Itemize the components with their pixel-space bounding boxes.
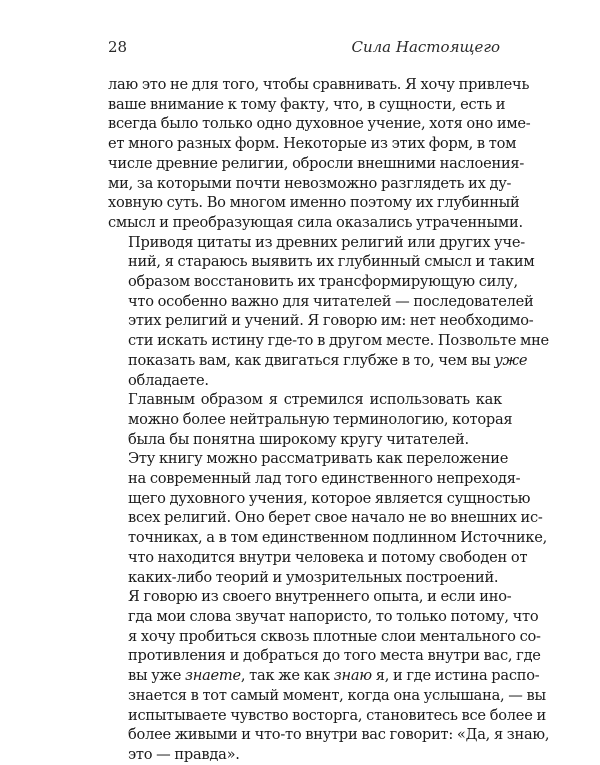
paragraph bbox=[108, 75, 531, 233]
text-line: обладаете. bbox=[128, 371, 209, 389]
text-line: образом восстановить их трансформирующую силу, bbox=[128, 273, 518, 291]
text-line: каких-либо теорий и умозрительных построений. bbox=[128, 568, 499, 586]
text-line: что находится внутри человека и потому свободен от bbox=[128, 548, 528, 566]
text-line: была бы понятна широкому кругу читателей. bbox=[128, 430, 469, 448]
emphasis-word: знаете bbox=[185, 667, 241, 685]
text-line-with-emphasis bbox=[108, 666, 540, 686]
text-line: смысл и преобразующая сила оказались утраченными. bbox=[108, 213, 523, 231]
text-segment: , так же как bbox=[240, 667, 334, 685]
text-line: лаю это не для того, чтобы сравнивать. Я хочу привлечь bbox=[108, 76, 530, 93]
page-number: 28 bbox=[108, 38, 128, 56]
page-header bbox=[108, 38, 500, 56]
text-line: всегда было только одно духовное учение, хотя оно име- bbox=[108, 115, 531, 133]
text-line: гда мои слова звучат напористо, то только потому, что bbox=[128, 607, 539, 625]
text-line: знается в тот самый момент, когда она услышана, — вы bbox=[128, 686, 546, 704]
text-line: противления и добраться до того места внутри вас, где bbox=[128, 647, 541, 665]
text-line: ми, за которыми почти невозможно разглядеть их ду- bbox=[108, 174, 512, 192]
text-line: сти искать истину где-то в другом месте. Позвольте мне bbox=[128, 332, 549, 350]
text-line: Я говорю из своего внутреннего опыта, и если ино- bbox=[128, 588, 512, 606]
paragraph bbox=[108, 233, 549, 391]
text-line: на современный лад того единственного непреходя- bbox=[128, 470, 521, 488]
text-line: испытываете чувство восторга, становитесь все более и bbox=[128, 706, 546, 724]
text-segment: показать вам, как двигаться глубже в то, чем вы bbox=[128, 351, 495, 369]
emphasis-word: знаю bbox=[333, 667, 372, 685]
text-line: Приводя цитаты из древних религий или других уче- bbox=[128, 233, 525, 251]
text-line: более живыми и что-то внутри вас говорит: «Да, я знаю, bbox=[128, 726, 550, 744]
paragraph bbox=[108, 449, 547, 587]
text-line: ет много разных форм. Некоторые из этих форм, в том bbox=[108, 135, 517, 153]
text-line: ний, я стараюсь выявить их глубинный смысл и таким bbox=[128, 253, 535, 271]
emphasis-word: уже bbox=[494, 351, 528, 369]
text-line: точниках, а в том единственном подлинном Источнике, bbox=[128, 529, 547, 547]
text-line: что особенно важно для читателей — последователей bbox=[128, 292, 534, 310]
body-text bbox=[108, 75, 550, 765]
text-line-with-emphasis bbox=[108, 351, 528, 371]
text-line: это — правда». bbox=[128, 745, 240, 763]
text-line: Главным образом я стремился использовать как bbox=[128, 391, 502, 409]
text-line: ваше внимание к тому факту, что, в сущности, есть и bbox=[108, 95, 506, 113]
text-segment: вы уже bbox=[128, 667, 186, 685]
text-line: этих религий и учений. Я говорю им: нет необходимо- bbox=[128, 312, 534, 330]
text-line: числе древние религии, обросли внешними наслоения- bbox=[108, 154, 525, 172]
text-line: щего духовного учения, которое является сущностью bbox=[128, 489, 531, 507]
text-line: Эту книгу можно рассматривать как переложение bbox=[128, 450, 509, 468]
paragraph bbox=[108, 390, 513, 449]
text-line: ховную суть. Во многом именно поэтому их глубинный bbox=[108, 194, 520, 212]
text-segment: я, и где истина распо- bbox=[371, 667, 540, 685]
paragraph bbox=[108, 587, 550, 764]
text-line: можно более нейтральную терминологию, которая bbox=[128, 410, 513, 428]
text-line: я хочу пробиться сквозь плотные слои ментального со- bbox=[128, 627, 541, 645]
running-title: Сила Настоящего bbox=[351, 38, 500, 56]
text-line: всех религий. Оно берет свое начало не во внешних ис- bbox=[128, 509, 543, 527]
